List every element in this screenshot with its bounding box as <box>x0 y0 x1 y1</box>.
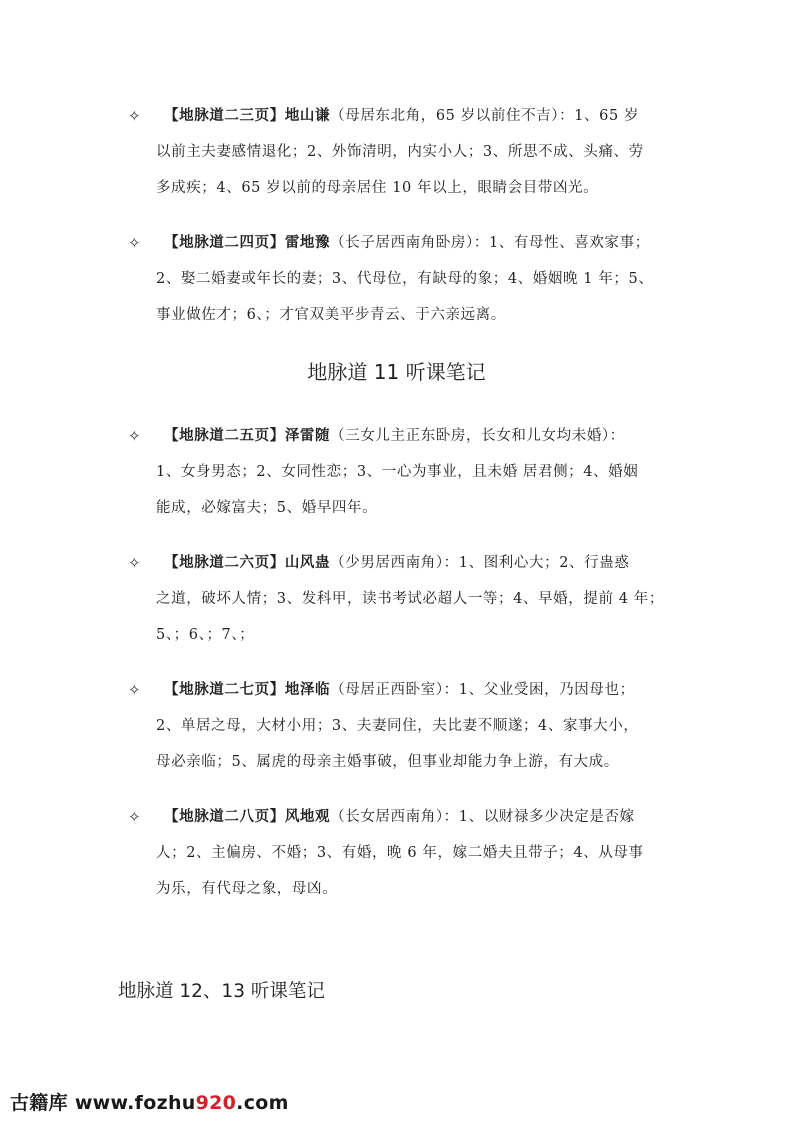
entry-line <box>128 672 668 708</box>
section-heading: 地脉道 12、13 听课笔记 <box>118 981 325 1002</box>
entry-line <box>128 545 668 581</box>
page-reference: 【地脉道二七页】 <box>164 681 285 698</box>
entry-line: 能成，必嫁富夫；5、婚早四年。 <box>156 500 378 516</box>
hexagram-name: 泽雷随 <box>284 427 331 444</box>
entry-line: 2、单居之母，大材小用；3、夫妻同住，夫比妻不顺遂；4、家事大小， <box>156 718 639 734</box>
page-reference: 【地脉道二四页】 <box>164 234 285 251</box>
entry-line <box>128 799 668 835</box>
bullet-icon: ✧ <box>128 681 142 699</box>
page-reference: 【地脉道二八页】 <box>164 808 285 825</box>
bullet-icon: ✧ <box>128 554 142 572</box>
note-entry <box>128 225 668 333</box>
entry-line: 为乐，有代母之象，母凶。 <box>156 881 338 897</box>
entry-text: （母居东北角，65 岁以前住不吉）：1、65 岁 <box>330 108 640 124</box>
note-entry <box>128 98 668 206</box>
hexagram-name: 雷地豫 <box>284 234 331 251</box>
hexagram-name: 地山谦 <box>284 107 331 124</box>
note-entry <box>128 799 668 907</box>
entry-line: 2、娶二婚妻或年长的妻；3、代母位，有缺母的象；4、婚姻晚 1 年；5、 <box>156 271 654 287</box>
entry-text: （长女居西南角）：1、以财禄多少决定是否嫁 <box>330 809 635 825</box>
note-entry <box>128 672 668 780</box>
entry-line: 1、女身男态；2、女同性恋；3、一心为事业，且未婚 居君侧；4、婚姻 <box>156 464 639 480</box>
page-reference: 【地脉道二六页】 <box>164 554 285 571</box>
note-entry <box>128 418 668 526</box>
entry-line: 事业做佐才；6、；才官双美平步青云、于六亲远离。 <box>156 307 506 323</box>
entry-text: （三女儿主正东卧房，长女和儿女均未婚）： <box>330 428 625 444</box>
site-watermark <box>10 1088 289 1115</box>
bullet-icon: ✧ <box>128 234 142 252</box>
entry-text: （长子居西南角卧房）：1、有母性、喜欢家事； <box>330 235 650 251</box>
bullet-icon: ✧ <box>128 107 142 125</box>
hexagram-name: 山风蛊 <box>284 554 331 571</box>
entry-line <box>128 98 668 134</box>
section-heading: 地脉道 11 听课笔记 <box>307 360 486 384</box>
hexagram-name: 地泽临 <box>284 681 331 698</box>
entry-line: 5、；6、；7、； <box>156 627 255 643</box>
entry-line: 以前主夫妻感情退化；2、外饰清明，内实小人；3、所思不成、头痛、劳 <box>156 144 644 160</box>
entry-text: （少男居西南角）：1、图利心大；2、行蛊惑 <box>330 555 630 571</box>
page-reference: 【地脉道二三页】 <box>164 107 285 124</box>
entry-line <box>128 418 668 454</box>
page-reference: 【地脉道二五页】 <box>164 427 285 444</box>
note-entry <box>128 545 668 653</box>
hexagram-name: 风地观 <box>284 808 331 825</box>
watermark-suffix: .com <box>236 1092 289 1114</box>
watermark-prefix: 古籍库 www.fozhu <box>10 1092 196 1114</box>
watermark-highlight: 920 <box>195 1092 237 1114</box>
bullet-icon: ✧ <box>128 427 142 445</box>
entry-text: （母居正西卧室）：1、父业受困，乃因母也； <box>330 682 635 698</box>
entry-line: 之道，破坏人情；3、发科甲，读书考试必超人一等；4、早婚，提前 4 年； <box>156 591 664 607</box>
entry-line: 多成疾；4、65 岁以前的母亲居住 10 年以上，眼睛会目带凶光。 <box>156 180 599 196</box>
entry-line: 母必亲临；5、属虎的母亲主婚事破，但事业却能力争上游，有大成。 <box>156 754 619 770</box>
bullet-icon: ✧ <box>128 808 142 826</box>
entry-line: 人；2、主偏房、不婚；3、有婚，晚 6 年，嫁二婚夫且带子；4、从母事 <box>156 845 644 861</box>
entry-line <box>128 225 668 261</box>
